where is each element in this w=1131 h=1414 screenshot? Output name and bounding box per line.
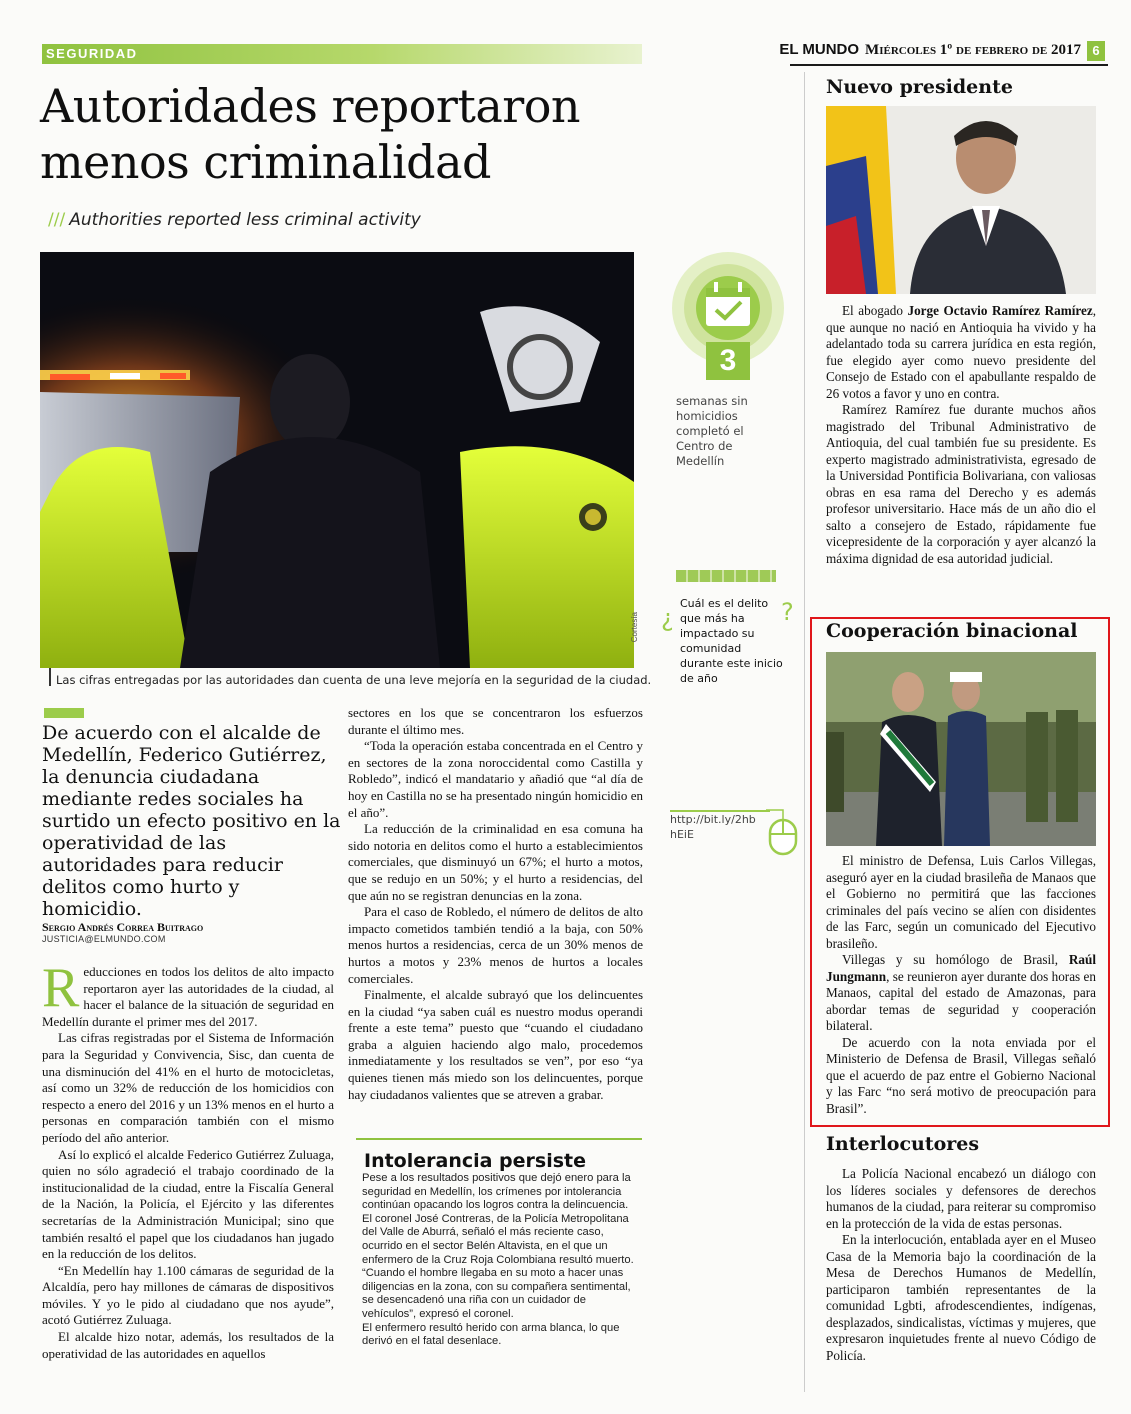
byline: Sergio Andrés Correa Buitrago [42, 920, 204, 934]
masthead-rule [790, 64, 1108, 66]
masthead [779, 41, 1081, 59]
col1-paragraph-5: El alcalde hizo notar, además, los resultados de la operatividad de las autoridades en aquellos [42, 1329, 334, 1361]
nuevo-p1-intro: El abogado [842, 303, 908, 318]
coop-paragraph-3: De acuerdo con la nota enviada por el Ministerio de Defensa de Brasil, Villegas señaló que el acuerdo de paz entre el Gobierno Nacional y las Farc “no será motivo de preocupación para Brasil”. [826, 1034, 1096, 1116]
poll-bar [676, 570, 776, 582]
brief-title-cooperacion: Cooperación binacional [826, 620, 1078, 642]
col1-paragraph-3: Así lo explicó el alcalde Federico Gutiérrez Zuluaga, quien no sólo agradeció el trabajo coordinado de la institucionalidad de la ciudad, entre la Fiscalía General de la Nación, la Policía, el Ejército y las diferentes secretarías de la Administración Municipal; sino que también resaltó el papel que los ciudadanos han jugado en la reducción de los delitos. [42, 1146, 334, 1262]
col2-paragraph-3: La reducción de la criminalidad en esa comuna ha sido notoria en delitos como el hurto a establecimientos comerciales, que disminuyó un 67%; el hurto a motos, que se redujo en un 50%; y el hurto a residencias, del que aún no se registran denuncias en la zona. [348, 821, 643, 903]
article-column-2 [348, 705, 643, 1103]
link-rule [670, 810, 770, 812]
issue-date: Miércoles 1º de febrero de 2017 [865, 42, 1081, 58]
article-headline [40, 78, 720, 190]
col2-paragraph-5: Finalmente, el alcalde subrayó que los delincuentes en la ciudad “ya saben cuál es nuestro modus operandi frente a este tema” puesto que “cuando el ciudadano graba a alguien haciendo algo malo, procedemos inmediatamente y los resultados se ven”, por eso “ya quienes tienen más miedo son los delincuentes, porque hay ciudadanos valientes que se atreven a grabar. [348, 987, 643, 1102]
col2-paragraph-2: “Toda la operación estaba concentrada en el Centro y en sectores de la zona noroccidental como Castilla y Robledo”, indicó el mandatario y añadió que “al día de hoy en Castilla no se ha presentado ningún homicidio en el año”. [348, 738, 643, 820]
ceremony-photo [826, 652, 1096, 846]
coop-paragraph-1: El ministro de Defensa, Luis Carlos Villegas, aseguró ayer en la ciudad brasileña de Manaos que el Gobierno no permitirá que las facciones criminales del país vecino se alíen con disidentes de las Farc, según un comunicado del Ejecutivo brasileño. [826, 853, 1096, 951]
paper-name: EL MUNDO [779, 41, 860, 58]
sidebar-paragraph-2: El coronel José Contreras, de la Policía Metropolitana del Valle de Aburrá, señaló el más reciente caso, ocurrido en el sector Belén Altavista, en el que un enfermero de la Cruz Roja Colombiana resultó muerto. [362, 1212, 634, 1266]
coop-p2-intro: Villegas y su homólogo de Brasil, [842, 952, 1069, 967]
byline-email: JUSTICIA@ELMUNDO.COM [42, 934, 166, 944]
col2-paragraph-4: Para el caso de Robledo, el número de delitos de alto impacto cometidos también tendió a la baja, con 50% menos hurtos a residencias, cerca de un 30% menos de hurtos a motos y 23% menos de hurtos a locales comerciales. [348, 904, 643, 986]
nuevo-paragraph-2: Ramírez Ramírez fue durante muchos años magistrado del Tribunal Administrativo de Antioquia, del cual también fue su presidente. Es experto magistrado administrativista, egresado de la Universidad Pontificia Bolivariana, con valiosas obras en esa rama del Derecho y es además profesor universitario. Hace más de un año dio el salto a consejero de Estado, rápidamente fue vicepresidente de la corporación y ayer alcanzó la máxima dignidad de esa autoridad judicial. [826, 402, 1096, 566]
article-subhead [48, 210, 421, 230]
sidebar-paragraph-3: “Cuando el hombre llegaba en su moto a hacer unas diligencias en la zona, con su compañera sentimental, se desencadenó una riña con un cuidador de vehículos”, expresó el coronel. [362, 1267, 631, 1320]
brief-body-interlocutores [826, 1166, 1096, 1364]
sidebar-paragraph-4: El enfermero resultó herido con arma blanca, lo que derivó en el fatal desenlace. [362, 1321, 620, 1348]
mouse-icon [766, 806, 800, 856]
stat-caption: semanas sin homicidios completó el Centro de Medellín [676, 394, 748, 468]
page-number: 6 [1087, 41, 1105, 61]
caption-bar [49, 668, 51, 686]
photo-caption: Las cifras entregadas por las autoridades dan cuenta de una leve mejoría en la seguridad de la ciudad. [56, 673, 652, 687]
main-photo [40, 252, 634, 668]
col1-paragraph-2: Las cifras registradas por el Sistema de Información para la Seguridad y Convivencia, Sisc, dan cuenta de una disminución del 41% en el hurto de motocicletas, así como un 32% de reducción de los homicidios con respecto a enero del 2016 y un 13% menos en el hurto a personas en comparación también con el mismo período del año anterior. [42, 1030, 334, 1145]
stat-graphic [666, 246, 790, 386]
brief-title-interlocutores: Interlocutores [826, 1133, 980, 1155]
section-label: SEGURIDAD [46, 46, 138, 61]
police-scene-illustration [40, 252, 634, 668]
brief-title-nuevo-presidente: Nuevo presidente [826, 76, 1013, 98]
coop-p2-rest: , se reunieron ayer durante dos horas en Manaos, capital del estado de Amazonas, para abordar temas de seguridad y cooperación bilateral. [826, 968, 1096, 1033]
subhead-mark: /// [48, 210, 66, 230]
poll-question-mark-open: ¿ [661, 604, 674, 632]
poll-question-mark-close: ? [781, 598, 794, 626]
column-divider [804, 72, 805, 1392]
sidebar-title: Intolerancia persiste [364, 1150, 587, 1172]
article-link[interactable]: http://bit.ly/2hbhEiE [670, 813, 756, 841]
section-tag [42, 44, 642, 64]
drop-cap: R [42, 957, 80, 1019]
brief-body-cooperacion [826, 853, 1096, 1117]
nuevo-name: Jorge Octavio Ramírez Ramírez [907, 303, 1093, 318]
subhead-text: Authorities reported less criminal activity [69, 210, 421, 230]
article-column-1 [42, 957, 334, 1362]
inter-paragraph-1: La Policía Nacional encabezó un diálogo con los líderes sociales y defensores de derechos humanos de la ciudad, para reiterar su compromiso en la protección de la vida de estas personas. [826, 1166, 1096, 1231]
sidebar-paragraph-1: Pese a los resultados positivos que dejó enero para la seguridad en Medellín, los crímenes por intolerancia continúan opacando los logros contra la delincuencia. [362, 1172, 631, 1212]
headline-line-2: menos criminalidad [40, 135, 491, 189]
photo-credit: Cortesía [630, 612, 639, 643]
col1-paragraph-1: educciones en todos los delitos de alto impacto reportaron ayer las autoridades de la ciudad, al hacer el balance de la situación de seguridad en Medellín durante el primer mes del 2017. [42, 964, 334, 1029]
col1-paragraph-4: “En Medellín hay 1.100 cámaras de seguridad de la Alcaldía, pero hay millones de cámaras de dispositivos móviles. Y yo le pido al ciudadano que nos ayude”, acotó Gutiérrez Zuluaga. [42, 1262, 334, 1328]
sidebar-body [362, 1172, 637, 1349]
nuevo-p1-rest: , que aunque no nació en Antioquia ha vivido y ha adelantado toda su carrera jurídica en esta región, fue elegido ayer como nuevo presidente del Consejo de Estado con el apabullante respaldo de 26 votos a favor y uno en contra. [826, 303, 1096, 401]
portrait-photo [826, 106, 1096, 294]
sidebar-rule [356, 1138, 642, 1140]
article-lead: De acuerdo con el alcalde de Medellín, Federico Gutiérrez, la denuncia ciudadana mediante redes sociales ha surtido un efecto positivo en la operatividad de las autoridades para reducir delitos como hurto y homicidio. [42, 722, 341, 920]
col2-paragraph-1: sectores en los que se concentraron los esfuerzos durante el último mes. [348, 705, 643, 737]
lead-tag [44, 708, 84, 718]
inter-paragraph-2: En la interlocución, entablada ayer en el Museo Casa de la Memoria bajo la coordinación de la Mesa de Derechos Humanos de Medellín, participaron también representantes de la comunidad Lgbti, afrodescendientes, indígenas, desplazados, sindicalistas, víctimas y mujeres, que expresaron inquietudes frente al nuevo Código de Policía. [826, 1232, 1096, 1363]
brief-body-nuevo-presidente [826, 303, 1096, 567]
headline-line-1: Autoridades reportaron [40, 79, 581, 133]
stat-number: 3 [719, 344, 737, 377]
coop-name: Raúl Jungmann [826, 952, 1096, 984]
poll-question: Cuál es el delito que más ha impactado su comunidad durante este inicio de año [680, 597, 783, 685]
